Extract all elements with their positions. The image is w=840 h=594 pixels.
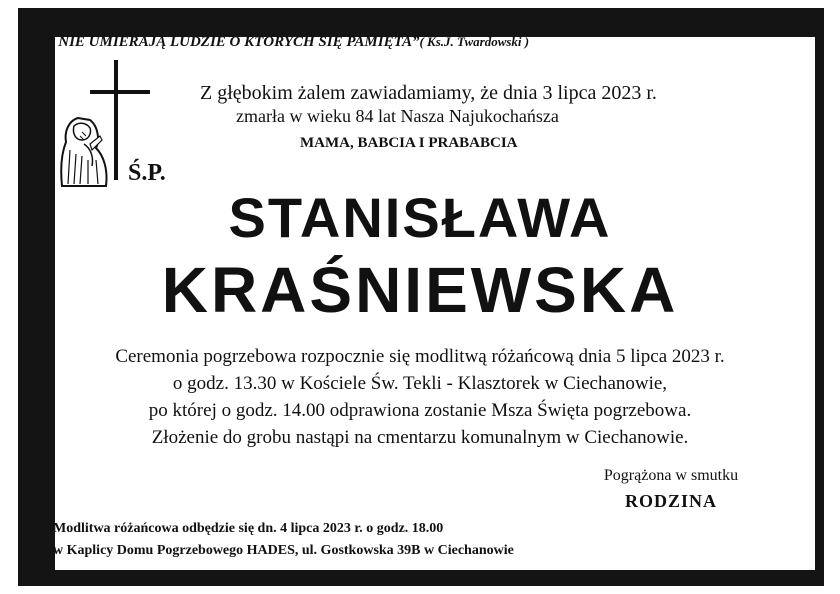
family-relation: MAMA, BABCIA I PRABABCIA xyxy=(300,135,518,151)
prayer-note xyxy=(53,518,514,562)
prayer-note-line: w Kaplicy Domu Pogrzebowego HADES, ul. Gostkowska 39B w Ciechanowie xyxy=(53,543,514,558)
motto-quote xyxy=(47,34,529,51)
ceremony-line: o godz. 13.30 w Kościele Św. Tekli - Klasztorek w Ciechanowie, xyxy=(172,373,668,394)
prayer-note-line: Modlitwa różańcowa odbędzie się dn. 4 lipca 2023 r. o godz. 18.00 xyxy=(53,521,444,536)
deceased-first-name: STANISŁAWA xyxy=(228,186,612,249)
family-signature: RODZINA xyxy=(624,491,717,511)
ceremony-line: po której o godz. 14.00 odprawiona zostanie Msza Święta pogrzebowa. xyxy=(148,400,692,421)
sp-title: Ś.P. xyxy=(128,160,166,186)
motto-text: “ NIE UMIERAJĄ LUDZIE O KTÓRYCH SIĘ PAMIĘTA” xyxy=(47,34,420,50)
ceremony-line: Złożenie do grobu nastąpi na cmentarzu komunalnym w Ciechanowie. xyxy=(151,427,689,448)
motto-author: ( Ks.J. Twardowski ) xyxy=(419,34,530,49)
ceremony-line: Ceremonia pogrzebowa rozpocznie się modlitwą różańcową dnia 5 lipca 2023 r. xyxy=(115,346,725,367)
mourning-text: Pogrążona w smutku xyxy=(603,467,739,484)
signature-block xyxy=(586,467,756,512)
announcement-line-2: zmarła w wieku 84 lat Nasza Najukochańsza xyxy=(236,106,559,126)
announcement-line-1: Z głębokim żalem zawiadamiamy, że dnia 3 lipca 2023 r. xyxy=(200,82,657,104)
deceased-last-name: KRAŚNIEWSKA xyxy=(161,254,679,326)
ceremony-details xyxy=(0,343,840,451)
